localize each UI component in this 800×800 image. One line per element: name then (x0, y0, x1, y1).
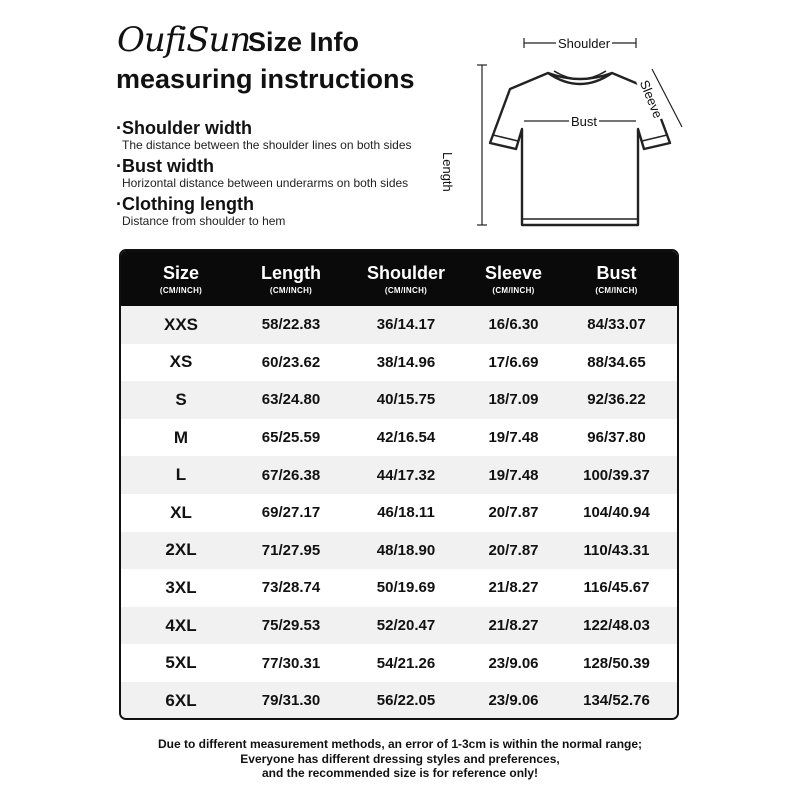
tshirt-sleeve-hem-left (493, 135, 518, 141)
cell-bust: 100/39.37 (583, 466, 650, 484)
cell-shoulder: 42/16.54 (376, 429, 436, 447)
header-label: Bust (596, 262, 637, 283)
definition-length (116, 194, 285, 228)
cell-length: 69/27.17 (261, 504, 321, 522)
cell-bust: 110/43.31 (583, 541, 650, 559)
cell-bust: 122/48.03 (583, 617, 650, 635)
brand-logo: OufiSun (117, 20, 251, 60)
cell-bust: 128/50.39 (583, 654, 650, 672)
header-shoulder (341, 251, 471, 306)
cell-size: 6XL (165, 690, 197, 710)
cell-length: 73/28.74 (261, 579, 321, 597)
table-row (121, 381, 677, 419)
disclaimer-line: Due to different measurement methods, an error of 1-3cm is within the normal range; (157, 737, 643, 751)
diagram-label-shoulder: Shoulder (558, 36, 611, 51)
definition-desc: The distance between the shoulder lines on both sides (122, 138, 412, 152)
cell-sleeve: 19/7.48 (488, 466, 539, 484)
cell-length: 58/22.83 (261, 316, 321, 334)
cell-shoulder: 50/19.69 (376, 579, 436, 597)
table-row (121, 569, 677, 607)
cell-size: 5XL (165, 653, 197, 673)
cell-shoulder: 54/21.26 (376, 654, 436, 672)
cell-length: 75/29.53 (261, 617, 321, 635)
cell-sleeve: 16/6.30 (488, 316, 539, 334)
disclaimer-line: Everyone has different dressing styles and preferences, (240, 751, 560, 766)
cell-size: 3XL (165, 577, 197, 597)
table-row (121, 419, 677, 457)
table-row (121, 344, 677, 382)
header-label: Shoulder (366, 262, 445, 283)
cell-size: S (175, 389, 187, 409)
cell-size: L (175, 465, 187, 485)
cell-shoulder: 48/18.90 (376, 541, 436, 559)
header-length (241, 251, 341, 306)
header-unit: (CM/INCH) (269, 285, 313, 295)
cell-sleeve: 21/8.27 (488, 617, 539, 635)
header-label: Size (162, 262, 200, 283)
definition-desc: Distance from shoulder to hem (122, 214, 286, 228)
header-sleeve (471, 251, 556, 306)
cell-length: 63/24.80 (261, 391, 321, 409)
table-row (121, 306, 677, 344)
definition-bust (116, 156, 408, 190)
cell-size: XS (169, 352, 193, 372)
header-label: Length (261, 262, 321, 283)
cell-bust: 104/40.94 (583, 504, 650, 522)
header-unit: (CM/INCH) (384, 285, 428, 295)
cell-bust: 116/45.67 (583, 579, 650, 597)
tshirt-diagram (460, 25, 700, 240)
tshirt-sleeve-hem-right (642, 135, 667, 141)
size-table-body (121, 306, 677, 720)
cell-sleeve: 20/7.87 (488, 541, 539, 559)
table-row (121, 607, 677, 645)
cell-sleeve: 20/7.87 (488, 504, 539, 522)
cell-bust: 84/33.07 (587, 316, 646, 334)
page-subtitle: measuring instructions (116, 64, 415, 94)
definition-term: ·Clothing length (116, 194, 254, 214)
header-unit: (CM/INCH) (159, 285, 203, 295)
definition-term: ·Shoulder width (116, 118, 252, 138)
cell-length: 79/31.30 (261, 692, 321, 710)
cell-sleeve: 18/7.09 (488, 391, 539, 409)
cell-shoulder: 52/20.47 (376, 617, 436, 635)
table-row (121, 532, 677, 570)
cell-size: 2XL (165, 540, 197, 560)
table-row (121, 644, 677, 682)
cell-length: 60/23.62 (261, 353, 321, 371)
header-label: Sleeve (484, 262, 543, 283)
cell-shoulder: 40/15.75 (376, 391, 436, 409)
page-title: Size Info (248, 27, 360, 57)
cell-length: 71/27.95 (261, 541, 321, 559)
cell-size: XXS (163, 314, 199, 334)
cell-length: 65/25.59 (261, 429, 321, 447)
cell-shoulder: 46/18.11 (377, 504, 435, 522)
diagram-label-length: Length (440, 152, 455, 192)
cell-shoulder: 44/17.32 (376, 466, 436, 484)
cell-size: M (173, 427, 189, 447)
header-bust (556, 251, 677, 306)
header-unit: (CM/INCH) (595, 285, 638, 295)
cell-shoulder: 38/14.96 (376, 353, 436, 371)
cell-bust: 88/34.65 (587, 353, 646, 371)
definition-desc: Horizontal distance between underarms on both sides (122, 176, 409, 190)
cell-bust: 92/36.22 (587, 391, 646, 409)
header-unit: (CM/INCH) (492, 285, 535, 295)
cell-bust: 134/52.76 (583, 692, 650, 710)
header-size (121, 251, 241, 306)
cell-size: XL (170, 502, 192, 522)
cell-sleeve: 23/9.06 (488, 692, 539, 710)
cell-length: 77/30.31 (261, 654, 321, 672)
table-row (121, 494, 677, 532)
cell-length: 67/26.38 (261, 466, 321, 484)
table-row (121, 682, 677, 720)
cell-sleeve: 19/7.48 (488, 429, 539, 447)
cell-size: 4XL (165, 615, 197, 635)
diagram-label-sleeve: Sleeve (636, 77, 666, 121)
definition-term: ·Bust width (116, 156, 214, 176)
size-table-header (121, 251, 677, 306)
cell-shoulder: 36/14.17 (376, 316, 436, 334)
cell-sleeve: 23/9.06 (488, 654, 539, 672)
size-table (119, 249, 679, 720)
table-row (121, 456, 677, 494)
cell-sleeve: 17/6.69 (488, 353, 539, 371)
cell-bust: 96/37.80 (587, 429, 646, 447)
disclaimer-line: and the recommended size is for reference only! (261, 766, 539, 780)
cell-shoulder: 56/22.05 (376, 692, 436, 710)
definition-shoulder (116, 118, 412, 152)
disclaimer-note (0, 737, 800, 781)
diagram-label-bust: Bust (571, 114, 598, 129)
cell-sleeve: 21/8.27 (488, 579, 539, 597)
